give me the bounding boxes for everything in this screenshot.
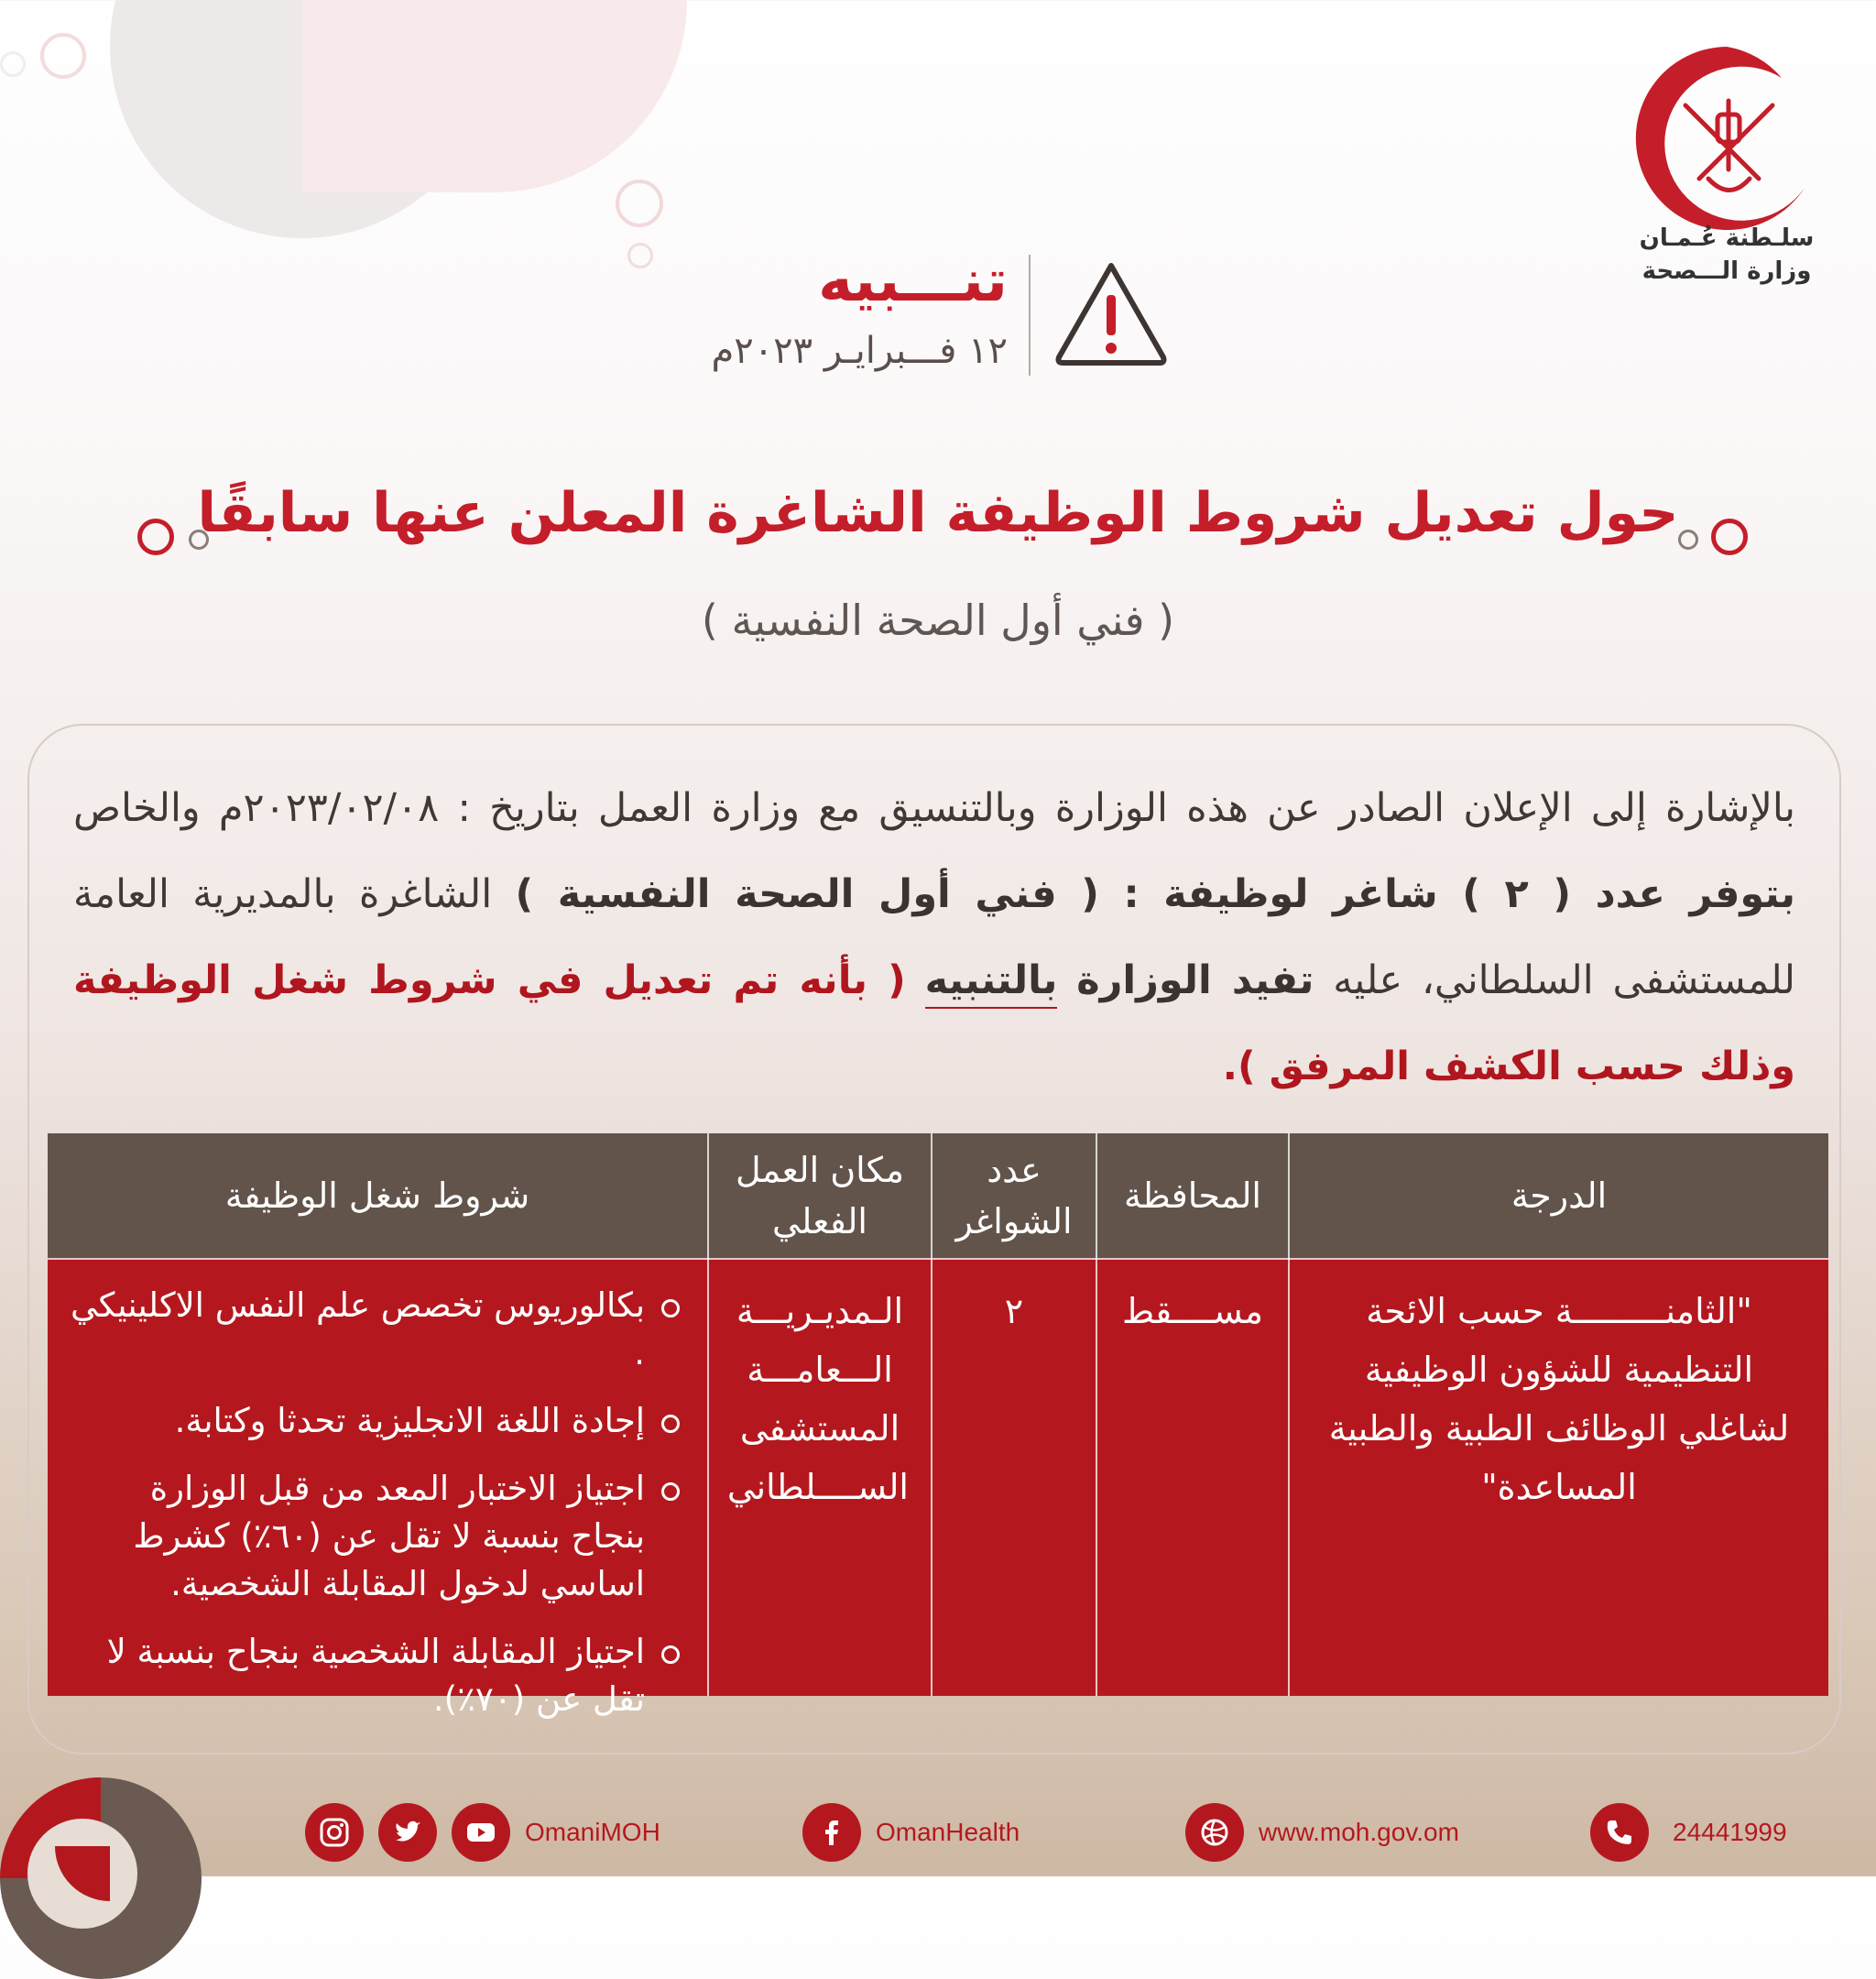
header-divider <box>1029 255 1031 376</box>
cell-workplace: الـمديـريـــة الـــعامـــة المستشفى الســــلطاني <box>726 1291 909 1507</box>
facebook-icon[interactable] <box>802 1803 861 1862</box>
list-item: اجتياز المقابلة الشخصية بنجاح بنسبة لا تقل عن (٧٠٪). <box>70 1628 682 1723</box>
paragraph-amendment: ( بأنه تم تعديل في شروط شغل الوظيفة وذلك حسب الكشف المرفق ). <box>73 957 1795 1089</box>
paragraph-vacancy: بتوفر عدد ( ٢ ) شاغر لوظيفة : ( فني أول الصحة النفسية ) <box>515 871 1796 917</box>
decorative-ring <box>616 180 663 227</box>
sub-title: ( فني أول الصحة النفسية ) <box>701 596 1175 645</box>
logo-ministry-name: وزارة الـــصحة <box>1642 257 1812 285</box>
decorative-ring <box>1711 519 1748 555</box>
cell-governorate: مســــقط <box>1121 1291 1264 1331</box>
header-vacancy-count: عدد الشواغر <box>955 1150 1073 1241</box>
header-conditions: شروط شغل الوظيفة <box>224 1175 530 1216</box>
cell-grade: "الثامنـــــــــة حسب الائحة التنظيمية للشؤون الوظيفية لشاغلي الوظائف الطبية والطبية المساعدة" <box>1328 1291 1790 1507</box>
paragraph-location: الشاغرة بالمديرية العامة للمستشفى السلطاني، عليه <box>73 871 1796 1003</box>
paragraph-notice-word: بالتنبيه <box>925 957 1058 1009</box>
globe-icon[interactable] <box>1185 1803 1244 1862</box>
instagram-icon[interactable] <box>305 1803 364 1862</box>
footer-website <box>1185 1803 1459 1862</box>
notice-date: ١٢ فـــبرايـر ٢٠٢٣م <box>711 330 1008 372</box>
conditions-list <box>70 1282 682 1723</box>
warning-icon <box>1052 258 1171 368</box>
main-title: حول تعديل شروط الوظيفة الشاغرة المعلن عنها سابقًا <box>197 481 1679 545</box>
phone-icon[interactable] <box>1590 1803 1649 1862</box>
youtube-icon[interactable] <box>452 1803 510 1862</box>
notice-title: تنـــبيه <box>818 247 1008 315</box>
decorative-ring <box>137 519 174 555</box>
header-workplace: مكان العمل الفعلي <box>735 1150 905 1241</box>
list-item: اجتياز الاختبار المعد من قبل الوزارة بنجاح بنسبة لا تقل عن (٦٠٪) كشرط اساسي لدخول المقابلة الشخصية. <box>70 1465 682 1608</box>
header-grade: الدرجة <box>1511 1175 1608 1216</box>
facebook-handle[interactable]: OmanHealth <box>876 1818 1020 1846</box>
paragraph-ministry: تفيد الوزارة <box>1076 957 1314 1003</box>
crescent-emblem-icon <box>1621 41 1832 252</box>
conditions-table <box>48 1133 1828 1719</box>
list-item: إجادة اللغة الانجليزية تحدثا وكتابة. <box>70 1397 682 1445</box>
footer-phone <box>1590 1803 1787 1862</box>
list-item: بكالوريوس تخصص علم النفس الاكلينيكي . <box>70 1282 682 1377</box>
logo-country-name: سلـطنة عُـمـان <box>1639 224 1815 252</box>
footer-social <box>305 1803 660 1862</box>
phone-number[interactable]: 24441999 <box>1673 1818 1787 1846</box>
decorative-quarter <box>302 0 687 192</box>
header-governorate: المحافظة <box>1124 1175 1261 1216</box>
cell-vacancy-count: ٢ <box>1004 1291 1024 1331</box>
paragraph-intro: بالإشارة إلى الإعلان الصادر عن هذه الوزارة وبالتنسيق مع وزارة العمل بتاريخ : ٢٠٢٣/٠٢/٠٨م والخاص <box>73 785 1796 831</box>
website-url[interactable]: www.moh.gov.om <box>1259 1818 1459 1846</box>
twitter-icon[interactable] <box>378 1803 437 1862</box>
announcement-paragraph <box>73 765 1795 1110</box>
decorative-ring <box>0 51 26 77</box>
ministry-logo <box>1621 41 1832 307</box>
decorative-ring <box>40 33 86 79</box>
cell-conditions <box>48 1258 707 1744</box>
social-handle[interactable]: OmaniMOH <box>525 1818 660 1846</box>
footer-facebook <box>802 1803 1020 1862</box>
